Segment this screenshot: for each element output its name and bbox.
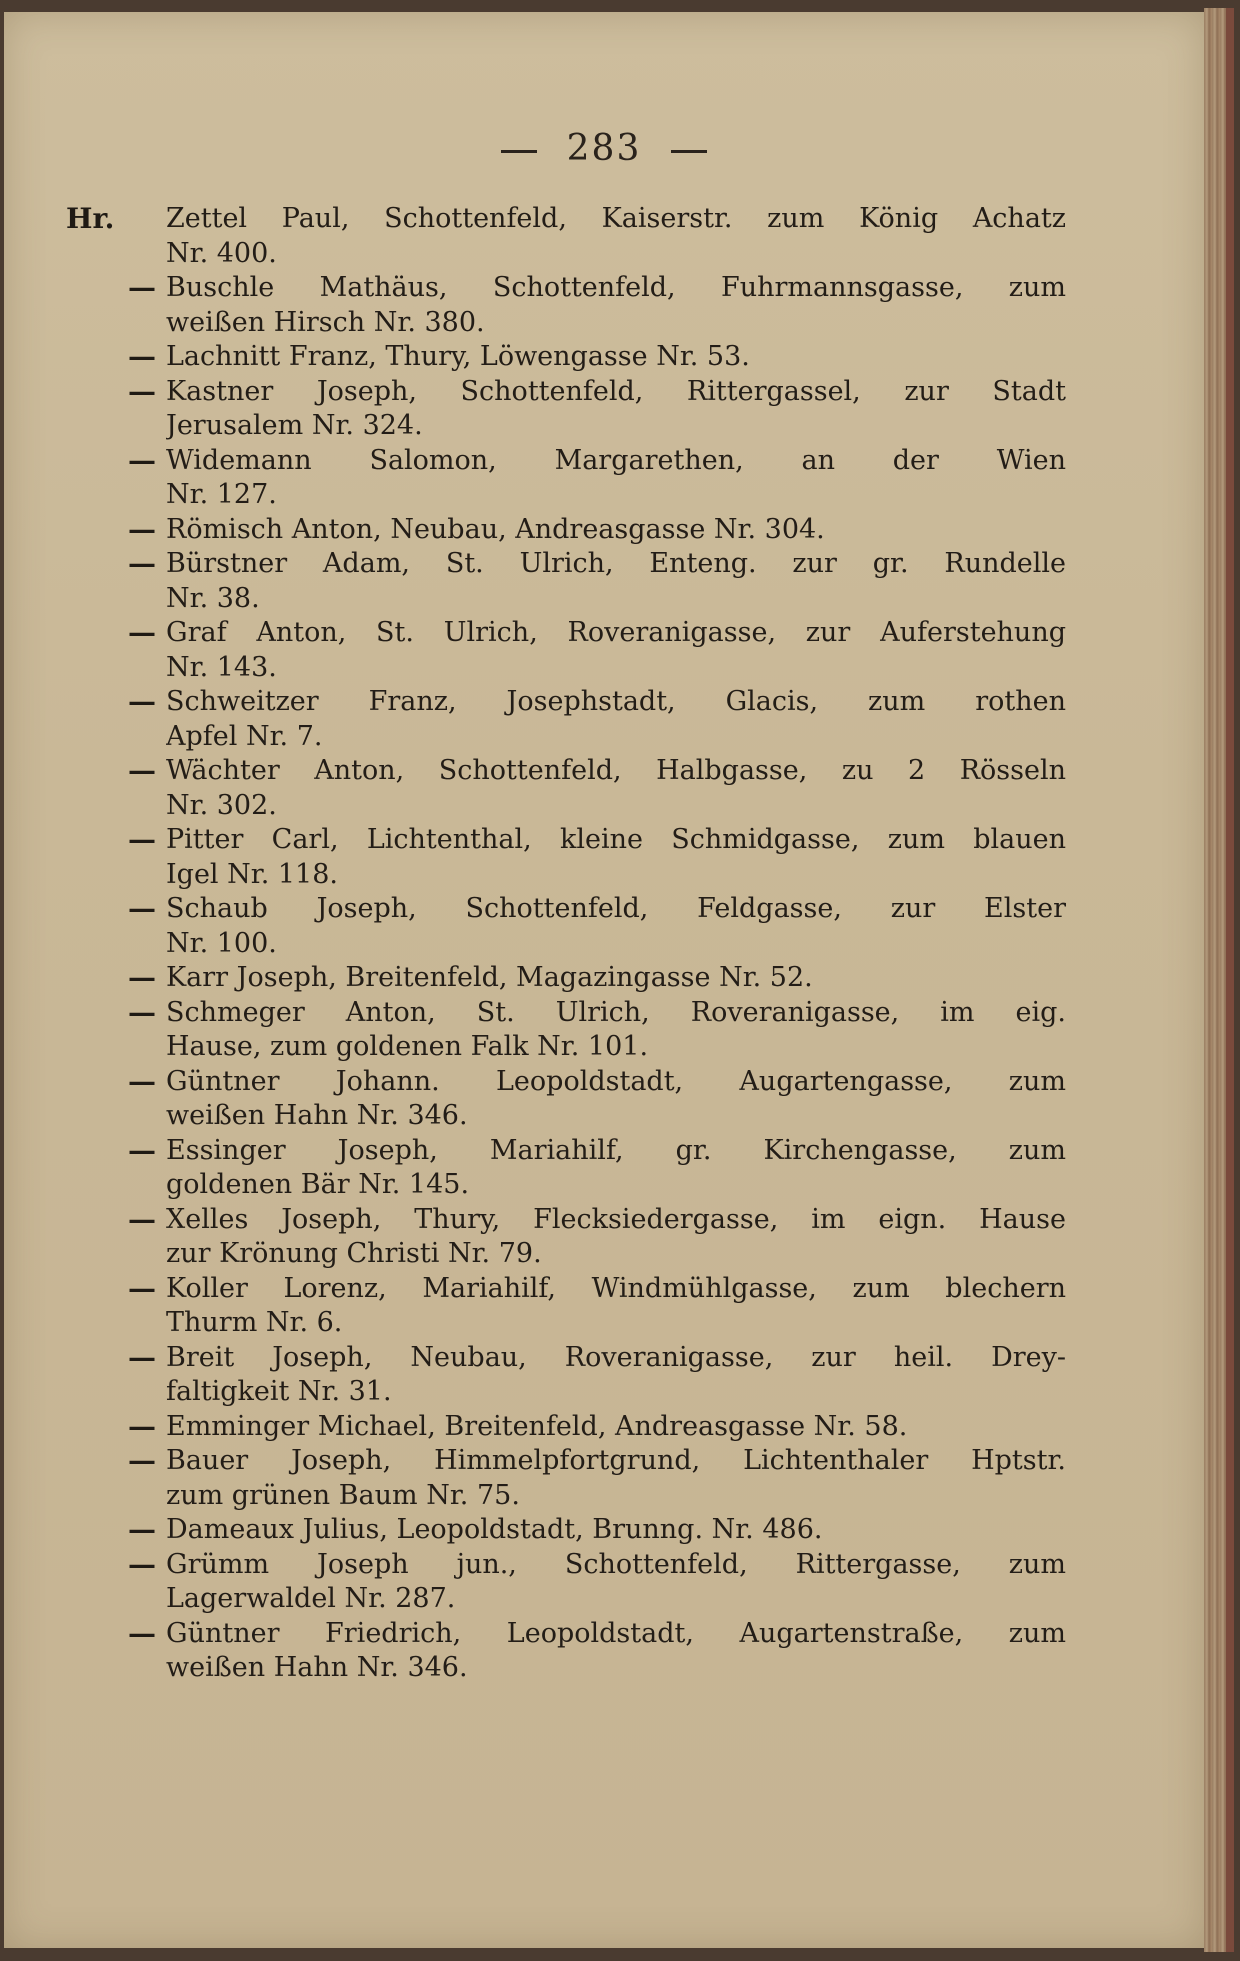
directory-entry (76, 685, 1066, 754)
directory-entry (76, 340, 1066, 375)
entry-line: Apfel Nr. 7. (166, 720, 323, 752)
entry-marker: — (128, 1133, 156, 1167)
entry-line: Pitter Carl, Lichtenthal, kleine Schmidgasse, zum blauen (166, 824, 1066, 855)
directory-entry (76, 1065, 1066, 1134)
entry-line: Buschle Mathäus, Schottenfeld, Fuhrmannsgasse, zum (166, 272, 1066, 303)
entry-line: Nr. 400. (166, 237, 277, 269)
directory-entry (76, 1548, 1066, 1617)
entry-marker: — (128, 961, 156, 994)
entry-marker: — (128, 1064, 156, 1098)
page-number: 283 (566, 128, 642, 169)
entry-marker: — (128, 547, 156, 580)
entry-marker: — (128, 512, 156, 546)
running-head-dash-right (671, 150, 707, 153)
directory-entry (76, 1410, 1066, 1445)
entry-line: Bürstner Adam, St. Ulrich, Enteng. zur gr. Rundelle (166, 548, 1066, 579)
entry-marker: — (128, 443, 156, 477)
directory-entry (76, 823, 1066, 892)
entry-line: Xelles Joseph, Thury, Flecksiedergasse, im eign. Hause (166, 1203, 1066, 1235)
entry-line: Emminger Michael, Breitenfeld, Andreasgasse Nr. 58. (166, 1410, 908, 1442)
directory-entry (76, 1203, 1066, 1272)
entry-marker: — (128, 616, 156, 649)
entry-line: Nr. 302. (166, 789, 277, 821)
entry-line: Igel Nr. 118. (166, 858, 338, 890)
entry-line: Güntner Friedrich, Leopoldstadt, Augartenstraße, zum (166, 1617, 1066, 1649)
entry-line: Essinger Joseph, Mariahilf, gr. Kirchengasse, zum (166, 1134, 1066, 1166)
directory-entry (76, 1341, 1066, 1410)
directory-entry (66, 202, 1066, 271)
book-page (4, 12, 1204, 1948)
entry-line: Zettel Paul, Schottenfeld, Kaiserstr. zum König Achatz (166, 203, 1066, 234)
entry-line: goldenen Bär Nr. 145. (166, 1169, 470, 1200)
directory-entry (76, 1444, 1066, 1513)
entry-marker: Hr. (66, 202, 115, 235)
directory-entry (76, 961, 1066, 996)
entry-line: Nr. 127. (166, 479, 277, 510)
directory-entry (76, 1513, 1066, 1548)
entry-line: Karr Joseph, Breitenfeld, Magazingasse Nr. 52. (166, 962, 813, 993)
entry-line: weißen Hahn Nr. 346. (166, 1100, 468, 1131)
entry-line: zum grünen Baum Nr. 75. (166, 1479, 520, 1511)
directory-entry (76, 1272, 1066, 1341)
entry-marker: — (128, 685, 156, 718)
entry-marker: — (128, 754, 156, 787)
entry-marker: — (128, 340, 156, 373)
entry-line: Schweitzer Franz, Josephstadt, Glacis, zum rothen (166, 686, 1066, 717)
directory-entry (76, 892, 1066, 961)
entry-line: Widemann Salomon, Margarethen, an der Wien (166, 444, 1066, 476)
entry-marker: — (128, 892, 156, 925)
directory-entry (76, 375, 1066, 444)
entry-marker: — (128, 271, 156, 304)
directory-entry (76, 444, 1066, 513)
entry-marker: — (128, 1616, 156, 1650)
entry-marker: — (128, 823, 156, 856)
entry-line: Thurm Nr. 6. (166, 1307, 343, 1338)
directory-entry (76, 616, 1066, 685)
entry-line: Hause, zum goldenen Falk Nr. 101. (166, 1031, 649, 1062)
book-page-edge (1204, 8, 1234, 1952)
directory-entry (76, 754, 1066, 823)
entry-line: Lachnitt Franz, Thury, Löwengasse Nr. 53. (166, 341, 750, 372)
directory-entry (76, 271, 1066, 340)
entry-line: Graf Anton, St. Ulrich, Roveranigasse, zur Auferstehung (166, 617, 1066, 648)
running-head (4, 128, 1204, 169)
entry-marker: — (128, 374, 156, 408)
entry-marker: — (128, 1513, 156, 1546)
entry-marker: — (128, 1202, 156, 1236)
directory-entry (76, 1134, 1066, 1203)
entry-line: Dameaux Julius, Leopoldstadt, Brunng. Nr. 486. (166, 1514, 823, 1545)
entry-line: Schaub Joseph, Schottenfeld, Feldgasse, zur Elster (166, 893, 1066, 924)
directory-entry (76, 547, 1066, 616)
entry-line: Nr. 143. (166, 651, 277, 683)
entry-marker: — (128, 1340, 156, 1374)
directory-entry (76, 513, 1066, 548)
entry-line: Römisch Anton, Neubau, Andreasgasse Nr. 304. (166, 513, 825, 545)
entry-line: Breit Joseph, Neubau, Roveranigasse, zur heil. Drey- (166, 1341, 1066, 1373)
entry-line: Bauer Joseph, Himmelpfortgrund, Lichtenthaler Hptstr. (166, 1445, 1066, 1476)
entry-marker: — (128, 1444, 156, 1477)
entry-line: weißen Hahn Nr. 346. (166, 1652, 468, 1683)
directory-entry (76, 1617, 1066, 1686)
entry-marker: — (128, 995, 156, 1029)
entry-line: Kastner Joseph, Schottenfeld, Rittergassel, zur Stadt (166, 375, 1066, 407)
entry-marker: — (128, 1547, 156, 1581)
directory-entries (66, 202, 1066, 1686)
entry-line: Lagerwaldel Nr. 287. (166, 1583, 456, 1614)
entry-line: Nr. 38. (166, 582, 260, 614)
entry-line: zur Krönung Christi Nr. 79. (166, 1238, 542, 1269)
directory-entry (76, 996, 1066, 1065)
entry-line: Jerusalem Nr. 324. (166, 410, 423, 441)
entry-marker: — (128, 1271, 156, 1305)
entry-line: Koller Lorenz, Mariahilf, Windmühlgasse, zum blechern (166, 1272, 1066, 1304)
entry-line: Wächter Anton, Schottenfeld, Halbgasse, zu 2 Rösseln (166, 755, 1066, 786)
entry-line: Grümm Joseph jun., Schottenfeld, Rittergasse, zum (166, 1548, 1066, 1580)
entry-marker: — (128, 1409, 156, 1443)
entry-line: weißen Hirsch Nr. 380. (166, 306, 485, 338)
entry-line: Güntner Johann. Leopoldstadt, Augartengasse, zum (166, 1065, 1066, 1097)
running-head-dash-left (501, 150, 537, 153)
entry-line: Schmeger Anton, St. Ulrich, Roveranigasse, im eig. (166, 996, 1066, 1028)
entry-line: Nr. 100. (166, 927, 277, 959)
entry-line: faltigkeit Nr. 31. (166, 1376, 392, 1407)
